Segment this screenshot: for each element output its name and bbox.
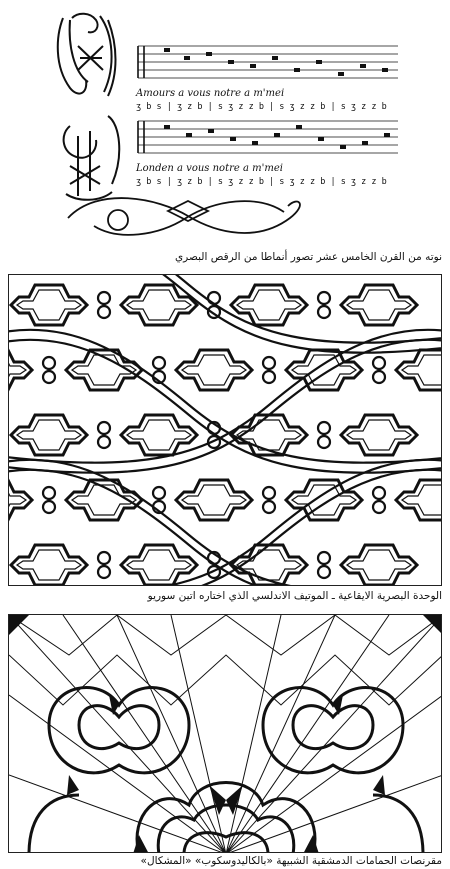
muqarnas-pattern	[9, 615, 442, 853]
staff-1	[138, 46, 398, 78]
muqarnas-radiating-lines	[9, 615, 442, 853]
figure-andalusian-motif	[8, 274, 442, 586]
caption-figure-3: مقرنصات الحمامات الدمشقية الشبيهة «بالكاليدوسكوب» «المشكال»	[140, 855, 442, 867]
figure-music-score	[8, 6, 442, 249]
bar-labels-1: ʒ b s | ʒ z b | s ʒ z z b | s ʒ z z b | s ʒ z z b	[136, 102, 387, 112]
staff-2	[138, 121, 398, 153]
music-score-illustration	[8, 6, 442, 249]
decorated-initial-top	[58, 14, 116, 96]
andalusian-motif-pattern	[9, 275, 442, 586]
caption-figure-1: نوته من القرن الخامس عشر تصور أنماطا من الرقص البصري	[174, 251, 442, 263]
decorated-flourish-bottom	[68, 198, 300, 235]
bar-labels-2: ʒ b s | ʒ z b | s ʒ z z b | s ʒ z z b | s ʒ z z b	[136, 177, 387, 187]
lyric-line-1: Amours a vous notre a m'mei	[136, 88, 285, 99]
muqarnas-shells	[29, 688, 423, 853]
decorated-initial-middle	[64, 116, 120, 200]
caption-figure-2: الوحدة البصرية الايقاعية ـ الموتيف الاندلسي الذي اختاره اتين سوريو	[147, 590, 442, 602]
motif-knots	[43, 292, 385, 578]
lyric-line-2: Londen a vous notre a m'mei	[136, 163, 283, 174]
figure-muqarnas	[8, 614, 442, 853]
